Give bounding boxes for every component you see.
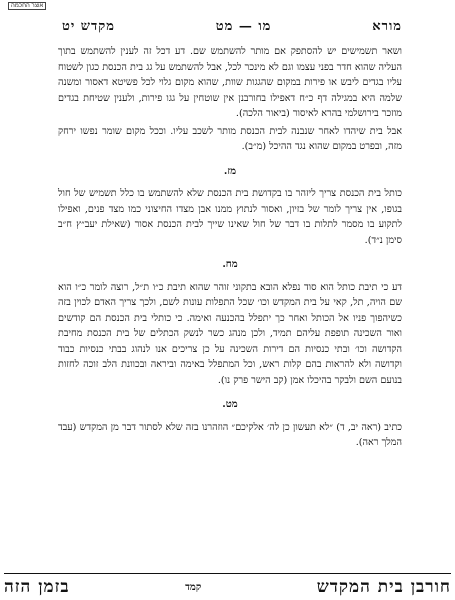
page-number: קמד: [185, 581, 202, 593]
header-right: מורא: [372, 19, 402, 34]
page-body: [58, 44, 402, 451]
section-title: מח.: [222, 259, 238, 270]
footer-right: חורבן בית המקדש: [316, 577, 451, 597]
running-header: [62, 18, 402, 34]
paragraph: כותל בית הכנסת צריך ליזהר בו בקדושת בית הכנסת שלא להשתמש בו כלל תשמיש של חול בגופו, אין צריך לומר של בזיון, ואסור לנתוץ ממנו אבן מצדו החיצוני כמו מצד פנים, ואפילו לתקוע בו מסמר לתלות בו דבר של חול שאינו שייך לבית הכנסת אסור (שאילת יעב״ץ ח״ב סימן נ״ד).: [58, 188, 402, 246]
footer-divider: [4, 573, 451, 574]
paragraph: אבל בית שיהדו לאחר שנבנה לבית הכנסת מותר לשכב עליו. וככל מקום שומר נפשו ירחק מזה, ובפרט במקום שהוא נגד ההיכל (מ״ב).: [58, 125, 402, 152]
paragraph: כתיב (ראה יב, ד) ״לא תעשון כן לה׳ אלקיכם״ הוזהרנו בזה שלא לסתור דבר מן המקדש (עבד המלך ראה).: [58, 421, 402, 448]
header-center: מו — מט: [215, 19, 272, 34]
library-stamp: אוצר החכמה: [8, 2, 46, 10]
paragraph: ושאר תשמישים יש להסתפק אם מותר להשתמש שם. דע דכל זה לענין להשתמש בתוך העליה שהוא חדר בפני עצמו וגם לא מינכר לכל, אבל להשתמש על גג בית הכנסת כגון לשטוח עליו בגדים ליבש או פירות במקום שהגגות שוות, שהוא מקום גלוי לכל פשיטא דאסור ומשנה שלמה היא במגילה דף כ״ח דאפילו בחורבנן אין שוטחין על גגו פירות, ולענין שטיחת בגדים מוזכר בירושלמי בהרא לאיסור (ביאור הלכה).: [58, 46, 402, 119]
section-continuation: [58, 44, 402, 155]
footer-left: בזמן הזה: [4, 577, 70, 597]
paragraph: דע כי תיבת כותל הוא סוד נפלא הובא בתקוני זוהר שהוא תיבת כ״ו ת״ל, רוצה לומר כ״ו הוא שם הויה, תל, קאי על בית המקדש וכו׳ שכל התפלות עונות לשם, ולכך צריך האדם לכוין בזה כשיהפוך פניו אל הכותל ואחר כך יתפלל בהכנעה ואימה. כי כותלי בית הכנסת הם קודשים ואור השכינה תופפת עליהם תמיד, ולכן מנהג כשר לנשק הכתלים של בית הכנסת מחיבת הקדושה וכו׳ ובתי כנסיות הם דירות השכינה על כן צריכים אנו לנהוג בבתי כנסיות כבוד וקדושה ולא להראות בהם קלות ראש, וכל המתפלל באימה וביראה ובכוונת הלב זוכה לחזות בנועם השם ולבקר בהיכלו אמן (קב הישר פרק נו).: [58, 281, 402, 386]
section-49: [58, 397, 402, 451]
section-title: מז.: [223, 165, 237, 177]
header-left: מקדש יט: [62, 19, 115, 34]
running-footer: [4, 576, 451, 598]
section-47: [58, 164, 402, 249]
section-title: מט.: [222, 399, 238, 410]
section-48: [58, 257, 402, 388]
